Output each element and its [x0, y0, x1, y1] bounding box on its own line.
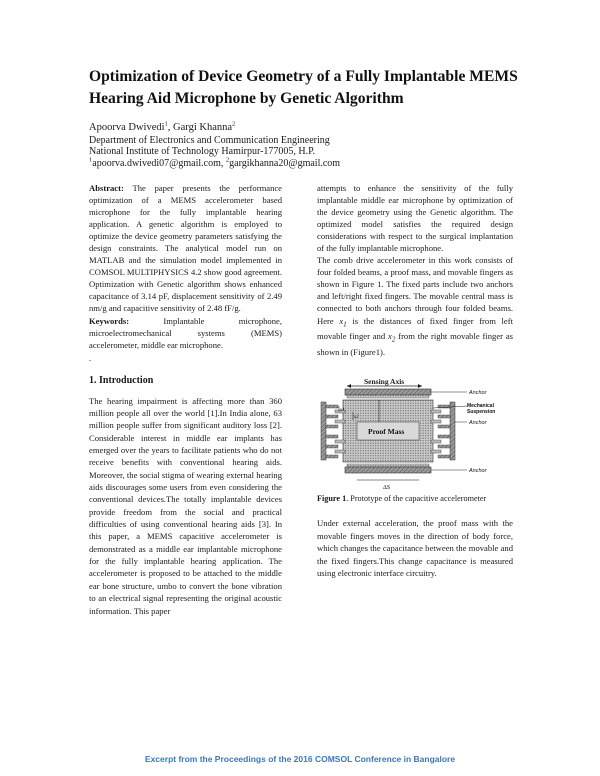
movable-finger-r2	[431, 420, 441, 423]
left-finger-4	[326, 435, 338, 438]
left-finger-3	[326, 425, 338, 428]
movable-finger-r1	[431, 410, 441, 413]
right-paragraph-3: Under external acceleration, the proof mass with the movable fingers moves in the direction of body force, which changes the capacitance between the movable and the fixed fingers.This change capacitance is measured using electronic interface circuitry.	[317, 518, 513, 579]
abstract-text: The paper presents the performance optimization of a MEMS accelerometer based microphone for the fully implantable hearing application. A genetic algorithm is employed to optimize the device geometry parameters satisfying the design constraints. The analytical model run on MATLAB and the simulation model implemented in COMSOL MULTIPHYSICS 4.2 show good agreement. Optimization with Genetic algorithm shows enhanced capacitance of 3.14 pF, displacement sensitivity of 2.49 nm/g and capacitive sensitivity of 2.48 fF/g.	[89, 183, 282, 314]
top-anchor	[345, 389, 431, 395]
movable-finger-l2	[335, 420, 345, 423]
right-paragraph-2	[317, 254, 513, 358]
label-anchor-bottom: Anchor	[469, 468, 487, 475]
author-2-affil: 2	[232, 120, 236, 128]
author-1-affil: 1	[164, 120, 168, 128]
p2-text-c: from the right movable finger as shown in (Figure1).	[317, 331, 513, 358]
author-block	[89, 122, 349, 169]
introduction-body	[89, 395, 282, 617]
movable-finger-r4	[431, 450, 441, 453]
bottom-beam	[347, 464, 429, 467]
author-names	[89, 122, 349, 133]
right-finger-2	[438, 415, 450, 418]
left-finger-5	[326, 445, 338, 448]
label-mech-2: Suspension	[467, 409, 496, 416]
right-finger-4	[438, 435, 450, 438]
section-heading-introduction: 1. Introduction	[89, 374, 154, 386]
proof-mass-label: Proof Mass	[368, 427, 405, 437]
x1-sub: 1	[343, 320, 347, 329]
email-1: apoorva.dwivedi07@gmail.com,	[92, 157, 226, 169]
var-x1	[339, 315, 347, 329]
right-paragraph-3-wrap	[317, 517, 513, 580]
figure-caption-label: Figure 1	[317, 494, 347, 504]
keywords	[89, 315, 282, 351]
figure-caption-text: . Prototype of the capacitive accelerometer	[346, 494, 487, 504]
institute: National Institute of Technology Hamirpur-177005, H.P.	[89, 146, 316, 158]
movable-finger-l4	[335, 450, 345, 453]
keywords-label: Keywords:	[89, 315, 130, 326]
email-2: gargikhanna20@gmail.com	[229, 157, 341, 169]
movable-finger-r3	[431, 440, 441, 443]
footer-excerpt: Excerpt from the Proceedings of the 2016 COMSOL Conference in Bangalore	[144, 754, 456, 764]
accelerometer-diagram	[317, 372, 513, 492]
paper-title: Optimization of Device Geometry of a Fully Implantable MEMS Hearing Aid Microphone by Genetic Algorithm	[89, 68, 518, 107]
emails	[89, 158, 349, 169]
email-1-affil: 1	[89, 156, 93, 164]
bottom-anchor	[345, 467, 431, 473]
left-finger-6	[326, 455, 338, 458]
left-finger-1	[326, 405, 338, 408]
axis-arrowhead-right	[418, 384, 422, 388]
dim-x2-label: x2	[354, 415, 359, 421]
axis-arrowhead-left	[347, 384, 351, 388]
label-anchor-mid: Anchor	[469, 420, 487, 427]
movable-finger-l3	[335, 440, 345, 443]
x2-var: x	[387, 331, 392, 342]
department: Department of Electronics and Communication Engineering	[89, 135, 330, 147]
right-column	[317, 182, 513, 580]
right-finger-5	[438, 445, 450, 448]
label-anchor-top: Anchor	[469, 390, 487, 397]
author-1: Apoorva Dwivedi	[89, 122, 165, 133]
right-fixed-comb	[450, 402, 455, 460]
top-beam	[347, 395, 429, 398]
stray-dot: .	[89, 352, 92, 363]
right-finger-6	[438, 455, 450, 458]
dim-ds-label: ΔS	[383, 485, 391, 492]
figure-caption	[317, 494, 513, 504]
left-fixed-comb	[321, 402, 326, 460]
author-2: , Gargi Khanna	[167, 122, 233, 133]
label-mech-1: Mechanical	[467, 403, 494, 410]
x1-var: x	[339, 315, 344, 326]
email-2-affil: 2	[225, 156, 230, 164]
left-finger-2	[326, 415, 338, 418]
intro-paragraph: The hearing impairment is affecting more than 360 million people all over the world [1].In India alone, 63 million people suffer from significant auditory loss [2]. Considerable interest in middle ear implants has emerged over the years to facilitate patients who do not receive benefits with conventional hearing aids. Moreover, the social stigma of wearing external hearing aids discourages some users from even considering the conventional devices.The totally implantable devices provide freedom from the social and practical difficulties of using conventional hearing aids [3]. In this paper, a MEMS capacitive accelerometer is demonstrated as a middle ear implantable microphone for the fully implantable hearing application. The accelerometer is proposed to be attached to the middle ear bone structure, umbo to convert the bone vibration to an electrical signal representing the original acoustic information. This paper	[89, 395, 282, 616]
figure-accelerometer	[317, 372, 513, 492]
x2-sub: 2	[391, 336, 396, 344]
dim-x1-label: x1	[340, 408, 345, 414]
sensing-axis-label: Sensing Axis	[364, 377, 405, 387]
abstract	[89, 182, 282, 315]
left-column	[89, 182, 282, 617]
right-paragraph-1: attempts to enhance the sensitivity of the fully implantable middle ear microphone by optimization of the device geometry using the Genetic algorithm. The optimized model satisfies the required design considerations with respect to the surgical implantation of the fully implantable microphone.	[317, 183, 513, 254]
right-finger-3	[438, 425, 450, 428]
keywords-text: Implantable microphone, microelectromechanical systems (MEMS) accelerometer, middle ear microphone.	[89, 315, 282, 350]
p2-text-a: The comb drive accelerometer in this work consists of four folded beams, a proof mass, and movable fingers as shown in Figure 1. The fixed parts include two anchors and left/right fixed fingers. The movable central mass is connected to both anchors through four folded beams. Here	[317, 255, 513, 326]
p2-text-b: is the distances of fixed finger from left movable finger and	[317, 315, 513, 342]
abstract-label: Abstract:	[89, 183, 124, 193]
